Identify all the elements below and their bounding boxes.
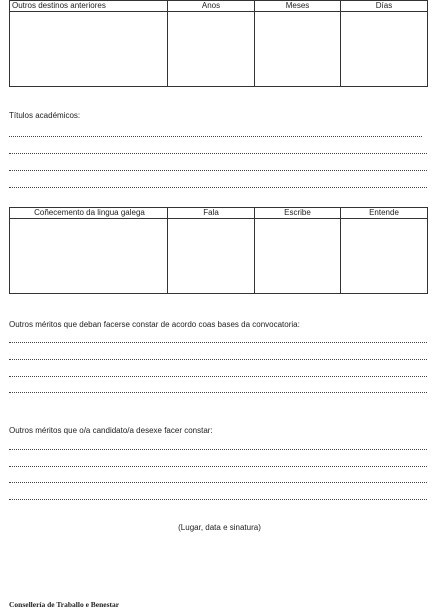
column-header-lingua: Coñecemento da lingua galega bbox=[10, 208, 168, 219]
merits-bases-line-1[interactable] bbox=[9, 342, 427, 343]
academic-titles-line-1[interactable] bbox=[9, 136, 422, 137]
lingua-cell[interactable] bbox=[10, 219, 168, 294]
merits-bases-line-3[interactable] bbox=[9, 376, 427, 377]
merits-candidate-label: Outros méritos que o/a candidato/a desexe facer constar: bbox=[9, 426, 213, 435]
destinos-cell[interactable] bbox=[10, 12, 168, 87]
academic-titles-line-3[interactable] bbox=[9, 170, 427, 171]
academic-titles-label: Títulos académicos: bbox=[9, 111, 81, 120]
merits-candidate-line-1[interactable] bbox=[9, 449, 427, 450]
merits-bases-label: Outros méritos que deban facerse constar de acordo coas bases da convocatoria: bbox=[9, 320, 300, 329]
column-header-meses: Meses bbox=[255, 1, 341, 12]
dias-cell[interactable] bbox=[341, 12, 428, 87]
entende-cell[interactable] bbox=[341, 219, 428, 294]
merits-bases-line-4[interactable] bbox=[9, 392, 427, 393]
escribe-cell[interactable] bbox=[255, 219, 341, 294]
academic-titles-line-2[interactable] bbox=[9, 153, 427, 154]
table-header-row bbox=[10, 208, 428, 219]
galician-language-table bbox=[9, 207, 428, 294]
column-header-escribe: Escribe bbox=[255, 208, 341, 219]
footer-department: Consellería de Traballo e Benestar bbox=[9, 600, 120, 609]
merits-candidate-line-3[interactable] bbox=[9, 482, 427, 483]
meses-cell[interactable] bbox=[255, 12, 341, 87]
column-header-dias: Días bbox=[341, 1, 428, 12]
merits-bases-line-2[interactable] bbox=[9, 359, 427, 360]
column-header-fala: Fala bbox=[168, 208, 255, 219]
column-header-entende: Entende bbox=[341, 208, 428, 219]
academic-titles-line-4[interactable] bbox=[9, 187, 427, 188]
anos-cell[interactable] bbox=[168, 12, 255, 87]
column-header-anos: Anos bbox=[168, 1, 255, 12]
merits-candidate-line-2[interactable] bbox=[9, 466, 427, 467]
fala-cell[interactable] bbox=[168, 219, 255, 294]
merits-candidate-line-4[interactable] bbox=[9, 499, 427, 500]
previous-posts-table bbox=[9, 0, 428, 87]
table-row bbox=[10, 219, 428, 294]
table-header-row bbox=[10, 1, 428, 12]
column-header-destinos: Outros destinos anteriores bbox=[10, 1, 168, 12]
table-row bbox=[10, 12, 428, 87]
signature-caption: (Lugar, data e sinatura) bbox=[178, 523, 261, 532]
